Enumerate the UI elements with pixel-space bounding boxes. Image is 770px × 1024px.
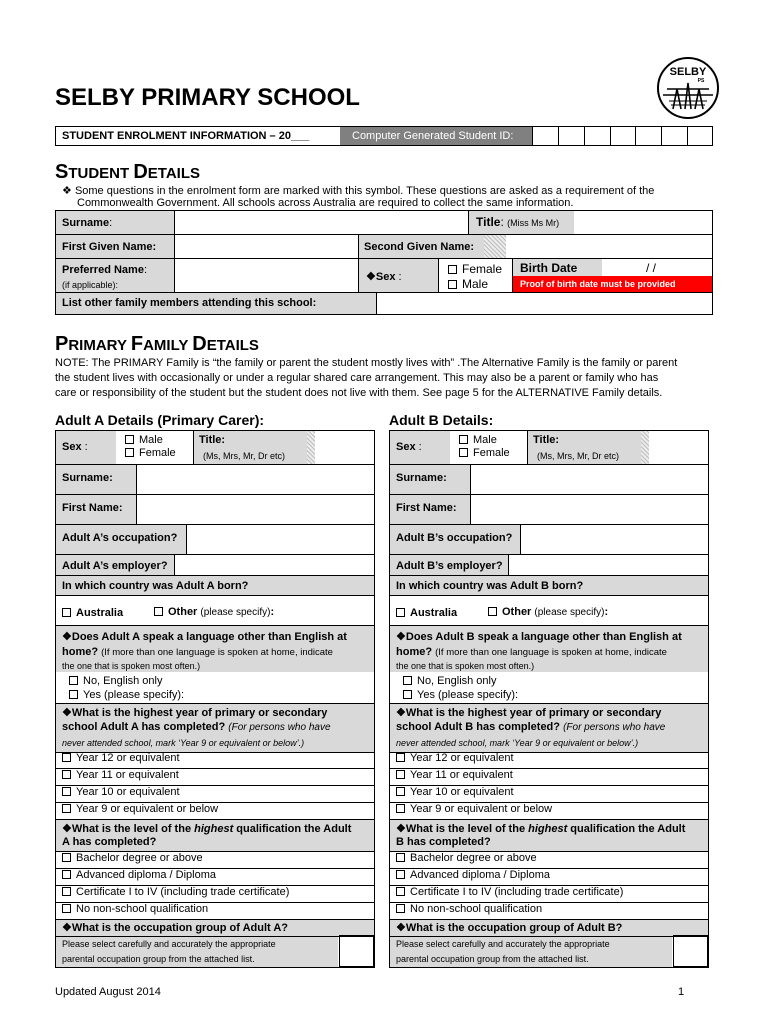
preferred-name-label: Preferred Name: xyxy=(62,264,147,276)
adult-year-option[interactable]: Year 12 or equivalent xyxy=(62,752,180,764)
enrolment-label: STUDENT ENROLMENT INFORMATION – 20___ xyxy=(62,130,310,142)
first-given-input[interactable] xyxy=(174,235,358,258)
adult-occupation-group-box[interactable] xyxy=(673,935,708,967)
adult-heading: Adult A Details (Primary Carer): xyxy=(55,412,265,428)
first-given-label: First Given Name: xyxy=(62,241,157,253)
family-note-1: NOTE: The PRIMARY Family is “the family or parent the student mostly lives with” .The Alternative Family is the family or parent xyxy=(55,357,678,369)
adult-year-option[interactable]: Year 12 or equivalent xyxy=(396,752,514,764)
adult-occupation-label: Adult A’s occupation? xyxy=(62,532,178,544)
adult-year-option[interactable]: Year 9 or equivalent or below xyxy=(62,803,218,815)
surname-label: Surname: xyxy=(62,217,113,229)
adult-language-question: ❖Does Adult B speak a language other than English at xyxy=(396,631,682,643)
adult-surname-input[interactable] xyxy=(470,465,708,494)
adult-employer-label: Adult A’s employer? xyxy=(62,560,168,572)
adult-school-question: ❖What is the highest year of primary or secondary xyxy=(62,707,328,719)
adult-first-name-label: First Name: xyxy=(62,502,123,514)
adult-year-option[interactable]: Year 9 or equivalent or below xyxy=(396,803,552,815)
adult-yes-language-checkbox[interactable]: Yes (please specify): xyxy=(403,689,518,701)
adult-other-checkbox[interactable]: Other (please specify): xyxy=(488,606,608,618)
adult-title-input[interactable] xyxy=(315,431,374,464)
second-given-label: Second Given Name: xyxy=(364,241,475,253)
adult-school-hint-2: never attended school, mark ‘Year 9 or equivalent or below’.) xyxy=(62,738,305,748)
adult-qualification-option[interactable]: No non-school qualification xyxy=(396,903,542,915)
second-given-input[interactable] xyxy=(506,235,712,258)
diamond-icon: ❖ xyxy=(62,922,72,934)
diamond-icon: ❖ xyxy=(396,631,406,643)
adult-qualification-question-2: B has completed? xyxy=(396,836,491,848)
adult-occupation-hint-2: parental occupation group from the attached list. xyxy=(62,954,255,964)
adult-school-question-2: school Adult B has completed? (For persons who have xyxy=(396,721,666,733)
adult-qualification-option[interactable]: Advanced diploma / Diploma xyxy=(396,869,550,881)
adult-australia-checkbox[interactable]: Australia xyxy=(62,607,123,619)
adult-occupation-input[interactable] xyxy=(520,525,708,554)
adult-first-name-label: First Name: xyxy=(396,502,457,514)
adult-first-name-input[interactable] xyxy=(470,495,708,524)
adult-qualification-question: ❖What is the level of the highest qualification the Adult xyxy=(62,823,352,835)
adult-employer-label: Adult B’s employer? xyxy=(396,560,503,572)
adult-sex-label: Sex : xyxy=(396,441,422,453)
preferred-name-input[interactable] xyxy=(174,259,358,292)
adult-qualification-option[interactable]: Certificate I to IV (including trade certificate) xyxy=(396,886,623,898)
adult-no-english-checkbox[interactable]: No, English only xyxy=(403,675,497,687)
adult-employer-input[interactable] xyxy=(174,555,374,575)
adult-yes-language-checkbox[interactable]: Yes (please specify): xyxy=(69,689,184,701)
title-label: Title: (Miss Ms Mr) xyxy=(476,215,560,229)
adult-australia-checkbox[interactable]: Australia xyxy=(396,607,457,619)
adult-year-option[interactable]: Year 11 or equivalent xyxy=(62,769,179,781)
adult-qualification-question: ❖What is the level of the highest qualification the Adult xyxy=(396,823,686,835)
adult-male-checkbox[interactable]: Male xyxy=(125,434,163,446)
diamond-icon: ❖ xyxy=(62,707,72,719)
adult-year-option[interactable]: Year 10 or equivalent xyxy=(396,786,514,798)
adult-occupation-hint-1: Please select carefully and accurately the appropriate xyxy=(396,939,610,949)
adult-title-input[interactable] xyxy=(649,431,708,464)
primary-family-heading: PRIMARY FAMILY DETAILS xyxy=(55,333,259,355)
student-id-label: Computer Generated Student ID: xyxy=(352,130,514,142)
adult-female-checkbox[interactable]: Female xyxy=(459,447,510,459)
adult-title-label: Title: xyxy=(199,434,226,446)
adult-qualification-option[interactable]: Advanced diploma / Diploma xyxy=(62,869,216,881)
adult-male-checkbox[interactable]: Male xyxy=(459,434,497,446)
family-note-3: care or responsibility of the student but the student does not live with them. See page 5 for the ALTERNATIVE Family details. xyxy=(55,387,663,399)
diamond-icon: ❖ xyxy=(62,823,72,835)
adult-language-question-2: home? (If more than one language is spoken at home, indicate xyxy=(62,646,333,658)
family-note-2: the student lives with occasionally or under a regular shared care arrangement. This may also be a parent or family who has xyxy=(55,372,659,384)
school-logo xyxy=(655,55,721,121)
diamond-icon: ❖ xyxy=(396,823,406,835)
adult-year-option[interactable]: Year 11 or equivalent xyxy=(396,769,513,781)
adult-surname-label: Surname: xyxy=(396,472,447,484)
adult-school-question-2: school Adult A has completed? (For persons who have xyxy=(62,721,331,733)
logo-text: SELBY xyxy=(669,66,707,78)
adult-occupation-hint-2: parental occupation group from the attached list. xyxy=(396,954,589,964)
adult-qualification-option[interactable]: Certificate I to IV (including trade certificate) xyxy=(62,886,289,898)
adult-language-question-2: home? (If more than one language is spoken at home, indicate xyxy=(396,646,667,658)
adult-school-question: ❖What is the highest year of primary or secondary xyxy=(396,707,662,719)
adult-qualification-question-2: A has completed? xyxy=(62,836,157,848)
adult-language-question: ❖Does Adult A speak a language other than English at xyxy=(62,631,347,643)
adult-language-hint-2: the one that is spoken most often.) xyxy=(396,661,535,671)
adult-title-hint: (Ms, Mrs, Mr, Dr etc) xyxy=(537,451,619,461)
adult-a-section xyxy=(55,412,375,968)
adult-b-section xyxy=(389,412,709,968)
adult-qualification-option[interactable]: No non-school qualification xyxy=(62,903,208,915)
student-title-input[interactable] xyxy=(574,211,712,234)
adult-title-label: Title: xyxy=(533,434,560,446)
diamond-icon: ❖ xyxy=(396,707,406,719)
adult-employer-input[interactable] xyxy=(508,555,708,575)
logo-subtext: PS xyxy=(697,78,705,84)
adult-no-english-checkbox[interactable]: No, English only xyxy=(69,675,163,687)
family-members-label: List other family members attending this school: xyxy=(62,297,317,309)
adult-country-question: In which country was Adult B born? xyxy=(396,580,584,592)
adult-occupation-group-question: ❖What is the occupation group of Adult B? xyxy=(396,922,623,934)
student-id-boxes[interactable] xyxy=(532,126,713,146)
adult-language-hint-2: the one that is spoken most often.) xyxy=(62,661,201,671)
adult-female-checkbox[interactable]: Female xyxy=(125,447,176,459)
adult-school-hint-2: never attended school, mark ‘Year 9 or equivalent or below’.) xyxy=(396,738,639,748)
adult-qualification-option[interactable]: Bachelor degree or above xyxy=(62,852,203,864)
adult-occupation-hint-1: Please select carefully and accurately the appropriate xyxy=(62,939,276,949)
diamond-icon: ❖ xyxy=(396,922,406,934)
adult-first-name-input[interactable] xyxy=(136,495,374,524)
adult-occupation-label: Adult B’s occupation? xyxy=(396,532,513,544)
adult-title-hint: (Ms, Mrs, Mr, Dr etc) xyxy=(203,451,285,461)
symbol-note: ❖ Some questions in the enrolment form are marked with this symbol. These questions are asked as a requirement of the xyxy=(62,185,655,197)
family-members-input[interactable] xyxy=(376,293,712,314)
birth-date-label: Birth Date xyxy=(520,261,578,275)
adult-occupation-input[interactable] xyxy=(186,525,374,554)
diamond-icon: ❖ xyxy=(62,185,72,197)
adult-sex-label: Sex : xyxy=(62,441,88,453)
sex-label: ❖Sex : xyxy=(366,271,402,283)
adult-surname-input[interactable] xyxy=(136,465,374,494)
diamond-icon: ❖ xyxy=(366,271,376,283)
adult-heading: Adult B Details: xyxy=(389,412,494,428)
student-details-heading: STUDENT DETAILS xyxy=(55,161,201,183)
adult-country-question: In which country was Adult A born? xyxy=(62,580,249,592)
symbol-note-2: Commonwealth Government. All schools across Australia are required to collect the same information. xyxy=(77,197,574,209)
adult-other-checkbox[interactable]: Other (please specify): xyxy=(154,606,274,618)
female-checkbox[interactable]: Female xyxy=(448,262,502,276)
school-title: SELBY PRIMARY SCHOOL xyxy=(55,84,360,111)
birth-date-input[interactable]: / / xyxy=(646,261,657,275)
adult-year-option[interactable]: Year 10 or equivalent xyxy=(62,786,180,798)
surname-input[interactable] xyxy=(174,211,468,234)
male-checkbox[interactable]: Male xyxy=(448,277,488,291)
adult-surname-label: Surname: xyxy=(62,472,113,484)
footer-updated: Updated August 2014 xyxy=(55,986,161,998)
footer-page-number: 1 xyxy=(678,986,685,998)
adult-qualification-option[interactable]: Bachelor degree or above xyxy=(396,852,537,864)
adult-occupation-group-box[interactable] xyxy=(339,935,374,967)
adult-occupation-group-question: ❖What is the occupation group of Adult A? xyxy=(62,922,288,934)
proof-text: Proof of birth date must be provided xyxy=(520,279,676,289)
if-applicable-label: (if applicable): xyxy=(62,280,119,290)
diamond-icon: ❖ xyxy=(62,631,72,643)
